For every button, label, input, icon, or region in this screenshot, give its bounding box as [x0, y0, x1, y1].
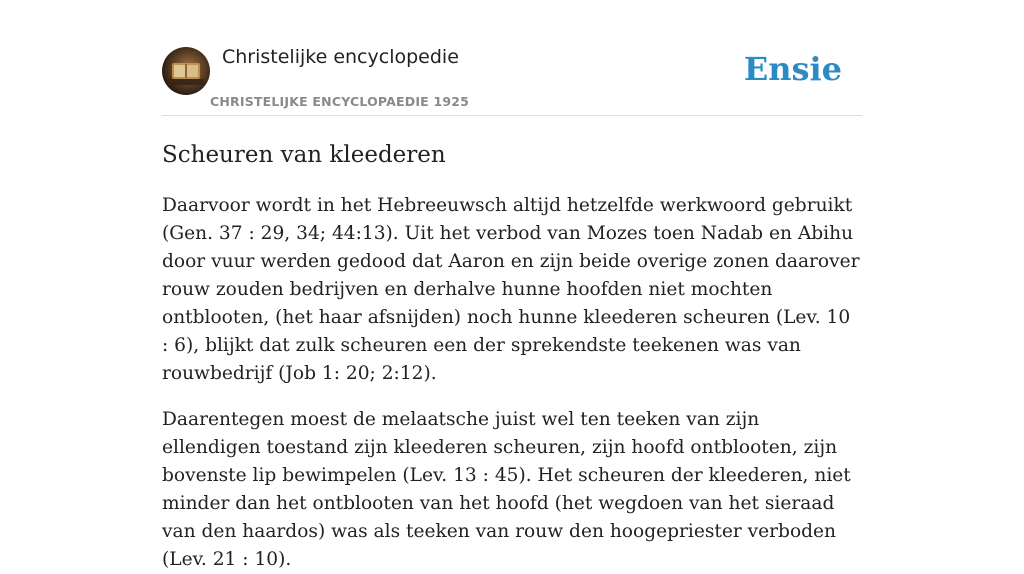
source-subtitle[interactable]: CHRISTELIJKE ENCYCLOPAEDIE 1925: [210, 94, 470, 109]
page-container: [162, 0, 862, 574]
source-name[interactable]: Christelijke encyclopedie: [222, 46, 459, 68]
source-header: [162, 0, 862, 116]
book-icon: [162, 47, 210, 95]
article-title: Scheuren van kleederen: [162, 142, 446, 168]
article-paragraph: Daarvoor wordt in het Hebreeuwsch altijd hetzelfde werkwoord gebruikt (Gen. 37 : 29, 34; 44:13). Uit het verbod van Mozes toen Nadab en Abihu door vuur werden gedood dat Aaron en zijn beide overige zonen daarover rouw zouden bedrijven en derhalve hunne hoofden niet mochten ontblooten, (het haar afsnijden) noch hunne kleederen scheuren (Lev. 10 : 6), blijkt dat zulk scheuren een der sprekendste teekenen was van rouwbedrijf (Job 1: 20; 2:12).: [162, 195, 860, 384]
ensie-logo[interactable]: Ensie: [743, 50, 842, 88]
article-paragraph: Daarentegen moest de melaatsche juist wel ten teeken van zijn ellendigen toestand zijn kleederen scheuren, zijn hoofd ontblooten, zijn bovenste lip bewimpelen (Lev. 13 : 45). Het scheuren der kleederen, niet minder dan het ontblooten van het hoofd (het wegdoen van het sieraad van den haardos) was als teeken van rouw den hoogepriester verboden (Lev. 21 : 10).: [162, 409, 851, 570]
source-avatar[interactable]: [162, 47, 210, 95]
